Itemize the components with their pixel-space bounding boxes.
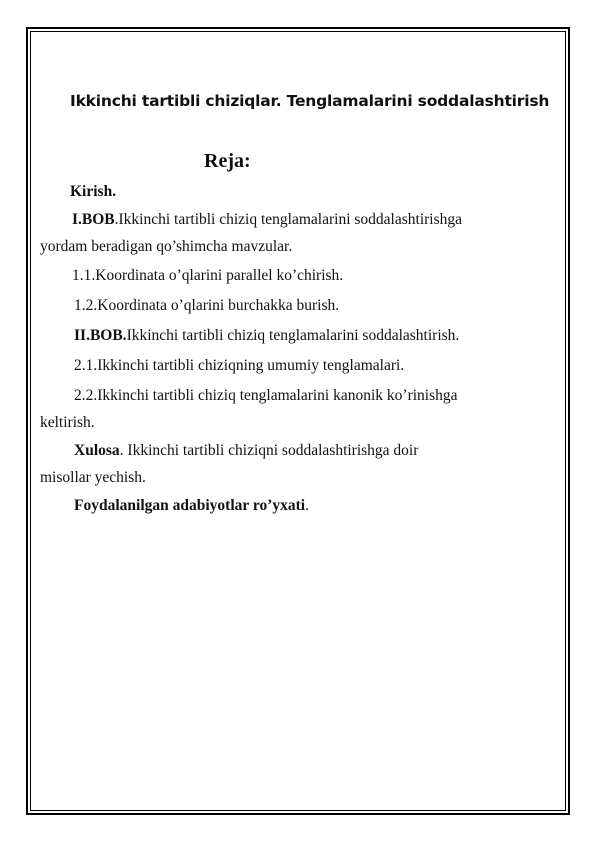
chapter2-label: II.BOB.: [74, 327, 127, 344]
conclusion-text: . Ikkinchi tartibli chiziqni soddalashtirishga doir: [119, 442, 419, 459]
conclusion-label: Xulosa: [74, 442, 120, 459]
chapter1-text: .Ikkinchi tartibli chiziq tenglamalarini soddalashtirishga: [114, 211, 463, 228]
document-title: Ikkinchi tartibli chiziqlar. Tenglamalarini soddalashtirish: [70, 92, 550, 110]
section-2-1: 2.1.Ikkinchi tartibli chiziqning umumiy tenglamalari.: [74, 357, 405, 374]
references-line: [74, 497, 309, 515]
intro-item: Kirish.: [70, 183, 117, 200]
chapter1-line2: yordam beradigan qo’shimcha mavzular.: [40, 238, 293, 255]
references-end: .: [305, 497, 309, 514]
page-border-inner: [30, 31, 566, 811]
section-1-1: 1.1.Koordinata o’qlarini parallel ko’chirish.: [72, 267, 344, 284]
conclusion-line1: [74, 442, 418, 460]
plan-heading: Reja:: [204, 150, 251, 172]
chapter1-line1: [72, 211, 462, 229]
chapter2-text: Ikkinchi tartibli chiziq tenglamalarini soddalashtirish.: [126, 327, 460, 344]
references-text: Foydalanilgan adabiyotlar ro’yxati: [74, 497, 306, 514]
section-2-2-line2: keltirish.: [40, 414, 95, 431]
section-2-2-line1: 2.2.Ikkinchi tartibli chiziq tenglamalarini kanonik ko’rinishga: [74, 387, 458, 404]
chapter1-label: I.BOB: [72, 211, 115, 228]
conclusion-line2: misollar yechish.: [40, 469, 146, 486]
chapter2-line: [74, 327, 459, 345]
section-1-2: 1.2.Koordinata o’qlarini burchakka burish.: [74, 297, 340, 314]
